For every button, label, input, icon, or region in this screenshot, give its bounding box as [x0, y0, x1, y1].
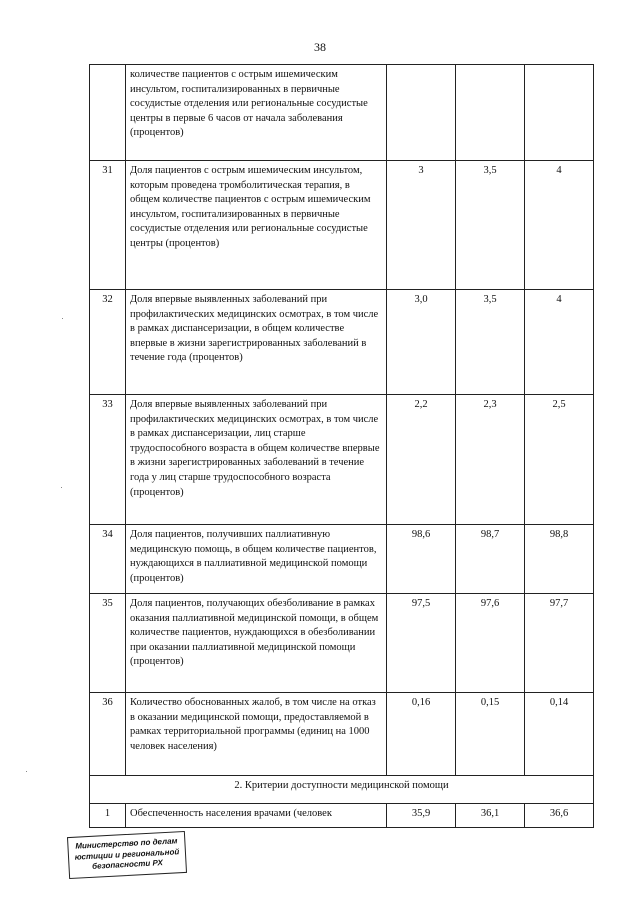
scan-speck [26, 771, 27, 772]
value-year-3: 97,7 [525, 594, 594, 693]
value-year-2: 36,1 [456, 804, 525, 828]
value-year-1: 2,2 [387, 395, 456, 525]
stamp-line: юстиции и региональной [74, 846, 180, 862]
row-number: 34 [90, 525, 126, 594]
value-year-1: 35,9 [387, 804, 456, 828]
indicator-description: Доля впервые выявленных заболеваний при профилактических медицинских осмотрах, в том числе в рамках диспансеризации, в общем количестве впервые в жизни зарегистрированных заболеваний в течение года (процентов) [126, 290, 387, 395]
row-number: 31 [90, 161, 126, 290]
value-year-1: 3,0 [387, 290, 456, 395]
row-number: 36 [90, 693, 126, 776]
stamp-line: безопасности РХ [91, 858, 164, 871]
table-row [90, 594, 594, 693]
section-title: 2. Критерии доступности медицинской помощи [90, 776, 594, 804]
indicators-table [89, 64, 594, 828]
value-year-3 [525, 65, 594, 161]
value-year-1: 0,16 [387, 693, 456, 776]
value-year-2 [456, 65, 525, 161]
value-year-2: 3,5 [456, 290, 525, 395]
scan-speck [61, 487, 62, 488]
page-number: 38 [314, 40, 326, 54]
value-year-2: 3,5 [456, 161, 525, 290]
row-number: 1 [90, 804, 126, 828]
indicator-description: Доля пациентов, получивших паллиативную медицинскую помощь, в общем количестве пациентов, нуждающихся в паллиативной медицинской помощи (процентов) [126, 525, 387, 594]
row-number [90, 65, 126, 161]
table-row [90, 395, 594, 525]
table-row [90, 525, 594, 594]
value-year-1: 98,6 [387, 525, 456, 594]
value-year-3: 4 [525, 161, 594, 290]
table-row [90, 693, 594, 776]
row-number: 35 [90, 594, 126, 693]
row-number: 33 [90, 395, 126, 525]
section-header-row [90, 776, 594, 804]
value-year-1 [387, 65, 456, 161]
indicator-description: Доля пациентов, получающих обезболивание в рамках оказания паллиативной медицинской помощи, в общем количестве пациентов, нуждающихся в обезболивании при оказании паллиативной медицинской помощи (процентов) [126, 594, 387, 693]
value-year-1: 3 [387, 161, 456, 290]
indicator-description: Доля пациентов с острым ишемическим инсультом, которым проведена тромболитическая терапия, в общем количестве пациентов с острым ишемическим инсультом, госпитализированных в первичные сосудистые отделения или региональные сосудистые центры (процентов) [126, 161, 387, 290]
value-year-2: 2,3 [456, 395, 525, 525]
table-row [90, 804, 594, 828]
table-row [90, 161, 594, 290]
stamp-line: Министерство по делам [75, 836, 178, 851]
value-year-2: 0,15 [456, 693, 525, 776]
value-year-3: 0,14 [525, 693, 594, 776]
value-year-3: 2,5 [525, 395, 594, 525]
indicator-description: Доля впервые выявленных заболеваний при профилактических медицинских осмотрах, в том числе в рамках диспансеризации, лиц старше трудоспособного возраста в общем количестве впервые в жизни зарегистрированных заболеваний в течение года у лиц старше трудоспособного возраста (процентов) [126, 395, 387, 525]
value-year-1: 97,5 [387, 594, 456, 693]
row-number: 32 [90, 290, 126, 395]
indicator-description: количестве пациентов с острым ишемическим инсультом, госпитализированных в первичные сосудистые отделения или региональные сосудистые центры в первые 6 часов от начала заболевания (процентов) [126, 65, 387, 161]
table-row [90, 65, 594, 161]
value-year-2: 97,6 [456, 594, 525, 693]
indicator-description: Обеспеченность населения врачами (человек [126, 804, 387, 828]
value-year-3: 98,8 [525, 525, 594, 594]
value-year-2: 98,7 [456, 525, 525, 594]
scan-speck [62, 318, 63, 319]
value-year-3: 36,6 [525, 804, 594, 828]
table-row [90, 290, 594, 395]
registration-stamp [67, 831, 187, 879]
value-year-3: 4 [525, 290, 594, 395]
indicator-description: Количество обоснованных жалоб, в том числе на отказ в оказании медицинской помощи, предоставляемой в рамках территориальной программы (единиц на 1000 человек населения) [126, 693, 387, 776]
